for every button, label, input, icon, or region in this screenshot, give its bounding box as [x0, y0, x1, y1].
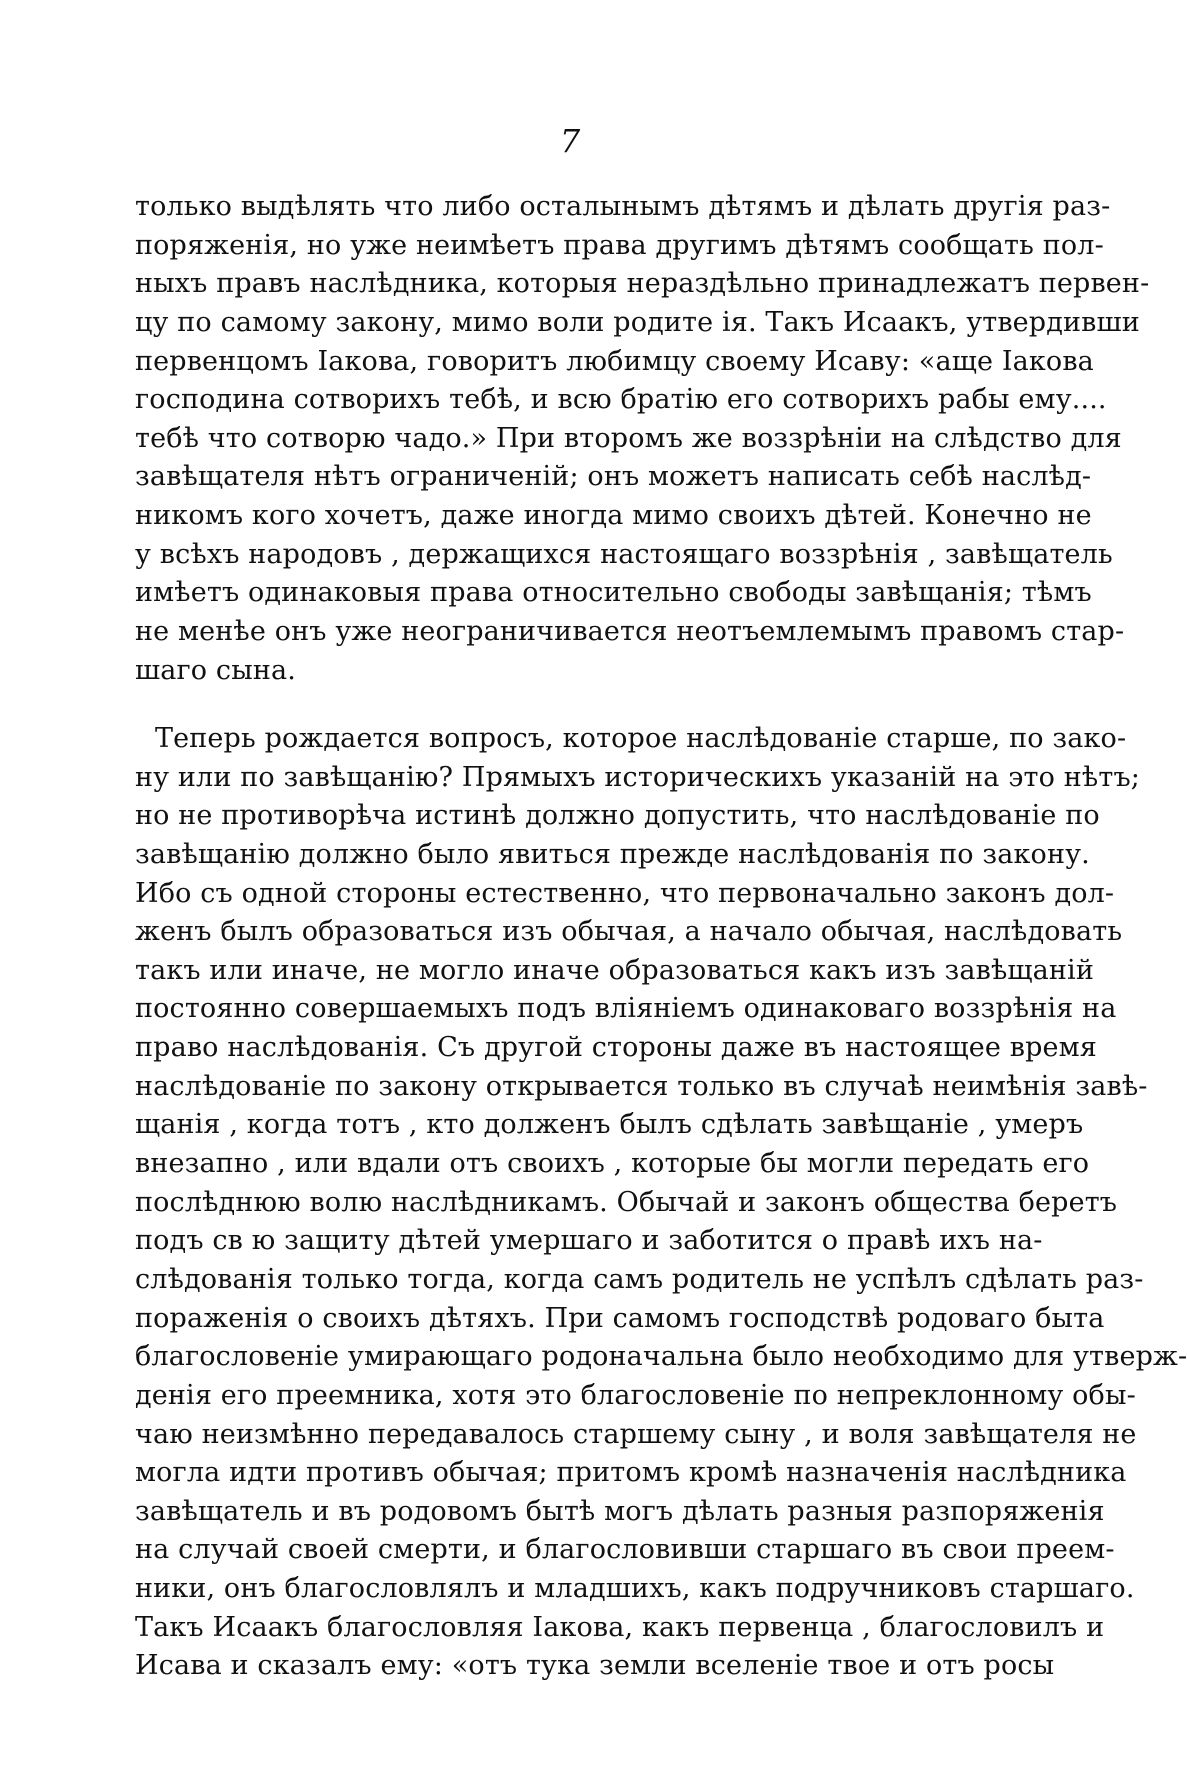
paragraph-line: наслѣдованіе по закону открывается только въ случаѣ неимѣнія завѣ-	[135, 1070, 1148, 1102]
page-number: 7	[559, 122, 581, 160]
paragraph-line: женъ былъ образоваться изъ обычая, а начало обычая, наслѣдовать	[135, 916, 1123, 948]
paragraph-line: Ибо съ одной стороны естественно, что первоначально законъ дол-	[135, 877, 1115, 909]
paragraph-line: первенцомъ Іакова, говоритъ любимцу своему Исаву: «аще Іакова	[135, 345, 1094, 377]
paragraph-line: пораженія о своихъ дѣтяхъ. При самомъ господствѣ родоваго быта	[135, 1302, 1105, 1334]
paragraph-line: господина сотворихъ тебѣ, и всю братію его сотворихъ рабы ему....	[135, 384, 1107, 416]
paragraph-line: такъ или иначе, не могло иначе образоваться какъ изъ завѣщаній	[135, 954, 1094, 986]
paragraph-line: Теперь рождается вопросъ, которое наслѣдованіе старше, по зако-	[155, 723, 1127, 754]
paragraph-line: благословеніе умирающаго родоначальна было необходимо для утверж-	[135, 1341, 1187, 1373]
paragraph-line: право наслѣдованія. Съ другой стороны даже въ настоящее время	[135, 1032, 1097, 1064]
paragraph-line: завѣщанію должно было явиться прежде наслѣдованія по закону.	[135, 838, 1090, 870]
paragraph-line: Такъ Исаакъ благословляя Іакова, какъ первенца , благословилъ и	[135, 1611, 1105, 1643]
paragraph-line: внезапно , или вдали отъ своихъ , которые бы могли передать его	[135, 1148, 1090, 1180]
paragraph-line: завѣщателя нѣтъ ограниченій; онъ можетъ написать себѣ наслѣд-	[135, 461, 1092, 493]
paragraph-line: только выдѣлять что либо осталынымъ дѣтямъ и дѣлать другія раз-	[135, 191, 1111, 222]
paragraph-line: тебѣ что сотворю чадо.» При второмъ же воззрѣніи на слѣдство для	[135, 422, 1122, 454]
paragraph-line: поряженія, но уже неимѣетъ права другимъ дѣтямъ сообщать пол-	[135, 229, 1104, 261]
paragraph-line: ныхъ правъ наслѣдника, которыя нераздѣльно принадлежатъ первен-	[135, 268, 1150, 300]
paragraph-line: завѣщатель и въ родовомъ бытѣ могъ дѣлать разныя разпоряженія	[135, 1495, 1105, 1527]
paragraph-line: не менѣе онъ уже неограничивается неотъемлемымъ правомъ стар-	[135, 616, 1125, 648]
paragraph-line: чаю неизмѣнно передавалось старшему сыну , и воля завѣщателя не	[135, 1418, 1137, 1450]
paragraph-line: но не противорѣча истинѣ должно допустить, что наслѣдованіе по	[135, 800, 1100, 832]
paragraph-line: слѣдованія только тогда, когда самъ родитель не успѣлъ сдѣлать раз-	[135, 1263, 1144, 1295]
paragraph-one	[135, 188, 1150, 690]
paragraph-line: щанія , когда тотъ , кто долженъ былъ сдѣлать завѣщаніе , умеръ	[135, 1109, 1084, 1141]
paragraph-line: имѣетъ одинаковыя права относительно свободы завѣщанія; тѣмъ	[135, 577, 1092, 609]
paragraph-line: могла идти противъ обычая; притомъ кромѣ назначенія наслѣдника	[135, 1457, 1127, 1489]
paragraph-line: у всѣхъ народовъ , держащихся настоящаго воззрѣнія , завѣщатель	[135, 538, 1113, 570]
paragraph-line: никомъ кого хочетъ, даже иногда мимо своихъ дѣтей. Конечно не	[135, 500, 1092, 532]
paragraph-line: шаго сына.	[135, 654, 296, 686]
paragraph-line: послѣднюю волю наслѣдникамъ. Обычай и законъ общества беретъ	[135, 1186, 1118, 1218]
paragraph-line: ники, онъ благословлялъ и младшихъ, какъ подручниковъ старшаго.	[135, 1573, 1135, 1605]
paragraph-line: ну или по завѣщанію? Прямыхъ историческихъ указаній на это нѣтъ;	[135, 761, 1141, 793]
paragraph-line: денія его преемника, хотя это благословеніе по непреклонному обы-	[135, 1379, 1136, 1411]
paragraph-line: подъ св ю защиту дѣтей умершаго и заботится о правѣ ихъ на-	[135, 1225, 1043, 1257]
paragraph-line: на случай своей смерти, и благословивши старшаго въ свои преем-	[135, 1534, 1115, 1566]
paragraph-two	[135, 720, 1187, 1686]
paragraph-line: Исава и сказалъ ему: «отъ тука земли вселеніе твое и отъ росы	[135, 1650, 1055, 1682]
paragraph-line: постоянно совершаемыхъ подъ вліяніемъ одинаковаго воззрѣнія на	[135, 993, 1117, 1025]
paragraph-line: цу по самому закону, мимо воли родите ія. Такъ Исаакъ, утвердивши	[135, 306, 1140, 338]
